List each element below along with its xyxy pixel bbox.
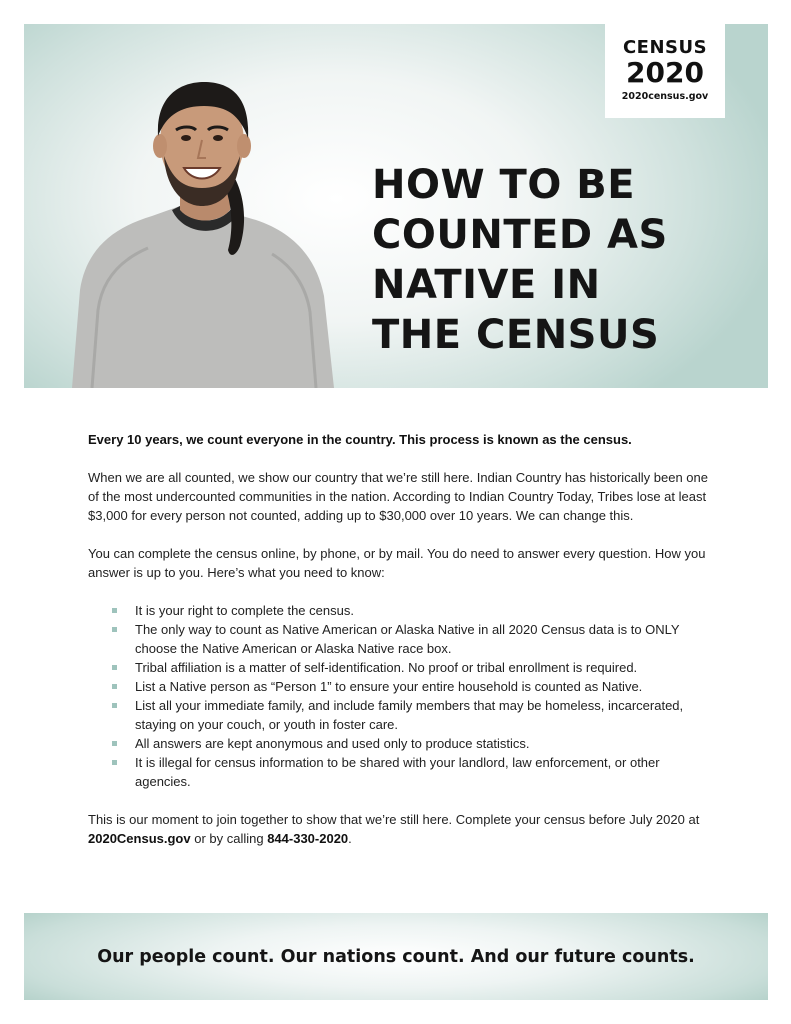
person-photo <box>72 60 342 388</box>
logo-url: 2020census.gov <box>621 91 709 102</box>
census-website-link[interactable]: 2020Census.gov <box>88 831 191 846</box>
hero-banner <box>24 24 768 388</box>
intro-paragraph: Every 10 years, we count everyone in the country. This process is known as the census. <box>88 432 632 447</box>
title-line-2: COUNTED AS <box>372 212 668 258</box>
phone-number[interactable]: 844-330-2020 <box>267 831 349 846</box>
census-2020-logo <box>605 24 725 118</box>
logo-word-census: CENSUS <box>622 37 708 58</box>
list-item: List a Native person as “Person 1” to ensure your entire household is counted as Native. <box>112 677 718 696</box>
footer-banner <box>24 913 768 1000</box>
list-item: List all your immediate family, and include family members that may be homeless, incarcerated, staying on your couch, or youth in foster care. <box>112 696 718 734</box>
logo-year: 2020 <box>626 56 704 89</box>
title-line-1: HOW TO BE <box>372 162 636 208</box>
undercount-paragraph: When we are all counted, we show our country that we’re still here. Indian Country has historically been one of the most undercounted communities in the nation. According to Indian Country Today, Tribes lose at least $3,000 for every person not counted, adding up to $30,000 over 10 years. We can change this. <box>88 470 708 523</box>
list-item: It is your right to complete the census. <box>112 601 718 620</box>
closing-period: . <box>348 831 352 846</box>
list-item: All answers are kept anonymous and used only to produce statistics. <box>112 734 718 753</box>
closing-text: This is our moment to join together to show that we’re still here. Complete your census before July 2020 at <box>88 812 700 827</box>
footer-tagline: Our people count. Our nations count. And our future counts. <box>97 946 695 967</box>
list-item: The only way to count as Native American or Alaska Native in all 2020 Census data is to ONLY choose the Native American or Alaska Native race box. <box>112 620 718 658</box>
title-line-4: THE CENSUS <box>372 312 660 358</box>
how-to-complete-paragraph: You can complete the census online, by phone, or by mail. You do need to answer every question. How you answer is up to you. Here’s what you need to know: <box>88 546 706 580</box>
closing-paragraph <box>88 810 718 848</box>
list-item: Tribal affiliation is a matter of self-identification. No proof or tribal enrollment is required. <box>112 658 718 677</box>
page-title <box>372 160 668 360</box>
list-item: It is illegal for census information to be shared with your landlord, law enforcement, or other agencies. <box>112 753 718 791</box>
body-content <box>88 430 718 867</box>
title-line-3: NATIVE IN <box>372 262 601 308</box>
closing-text-calling: or by calling <box>190 831 268 846</box>
need-to-know-list <box>88 601 718 791</box>
